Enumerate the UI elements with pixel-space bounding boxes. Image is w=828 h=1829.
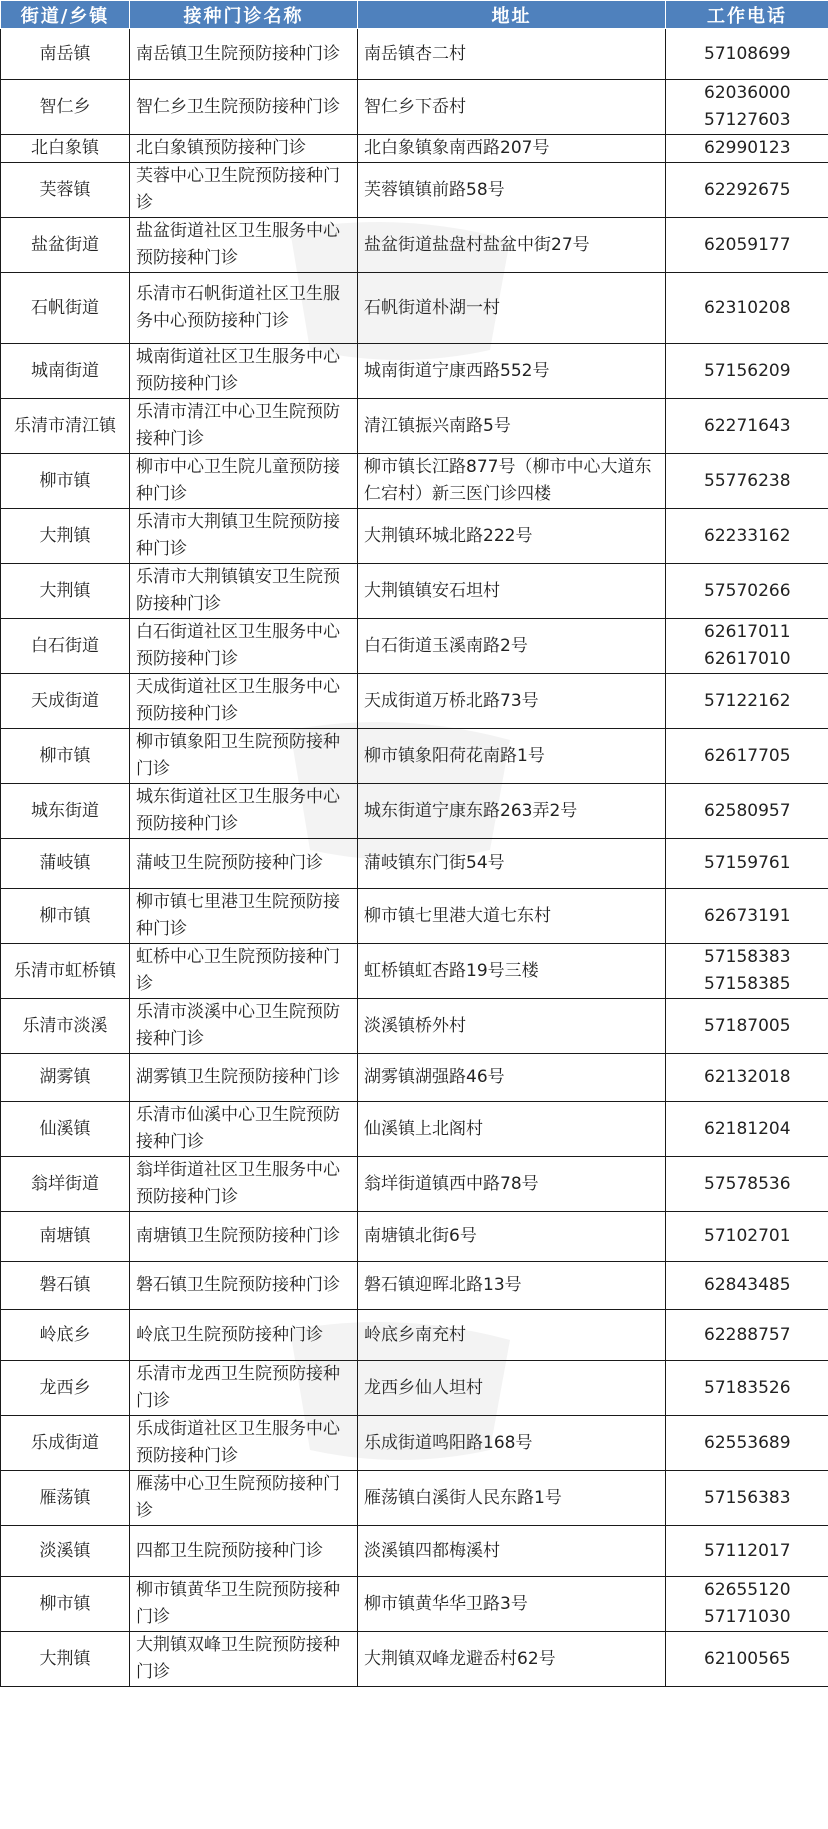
phone-number: 57156383 (704, 1487, 791, 1508)
cell-town: 柳市镇 (1, 729, 130, 784)
cell-address: 湖雾镇湖强路46号 (358, 1054, 666, 1102)
phone-number: 57158385 (704, 974, 791, 994)
cell-clinic: 雁荡中心卫生院预防接种门诊 (130, 1471, 358, 1526)
cell-phone (666, 1212, 828, 1262)
cell-address: 城南街道宁康西路552号 (358, 344, 666, 399)
cell-town: 南岳镇 (1, 29, 130, 80)
phone-number: 62655120 (704, 1580, 791, 1600)
phone-number: 62036000 (704, 83, 791, 103)
cell-address: 大荆镇环城北路222号 (358, 509, 666, 564)
table-row (1, 999, 828, 1054)
cell-clinic: 乐清市淡溪中心卫生院预防接种门诊 (130, 999, 358, 1054)
phone-number: 57122162 (704, 690, 791, 711)
cell-clinic: 南岳镇卫生院预防接种门诊 (130, 29, 358, 80)
cell-address: 南塘镇北街6号 (358, 1212, 666, 1262)
phone-number: 57187005 (704, 1015, 791, 1036)
header-phone: 工作电话 (666, 1, 828, 29)
cell-address: 雁荡镇白溪街人民东路1号 (358, 1471, 666, 1526)
cell-clinic: 乐成街道社区卫生服务中心预防接种门诊 (130, 1416, 358, 1471)
cell-address: 芙蓉镇镇前路58号 (358, 163, 666, 218)
table-row (1, 218, 828, 273)
table-row (1, 273, 828, 344)
cell-phone (666, 1361, 828, 1416)
table-row (1, 1157, 828, 1212)
cell-phone (666, 344, 828, 399)
phone-number: 57578536 (704, 1173, 791, 1194)
cell-clinic: 柳市中心卫生院儿童预防接种门诊 (130, 454, 358, 509)
table-row (1, 729, 828, 784)
table-row (1, 344, 828, 399)
phone-number: 62271643 (704, 415, 791, 436)
table-row (1, 674, 828, 729)
cell-phone (666, 509, 828, 564)
cell-phone (666, 273, 828, 344)
cell-address: 仙溪镇上北阁村 (358, 1102, 666, 1157)
cell-clinic: 乐清市龙西卫生院预防接种门诊 (130, 1361, 358, 1416)
cell-phone (666, 1632, 828, 1687)
table-row (1, 944, 828, 999)
cell-address: 柳市镇长江路877号（柳市中心大道东仁宕村）新三医门诊四楼 (358, 454, 666, 509)
cell-clinic: 翁垟街道社区卫生服务中心预防接种门诊 (130, 1157, 358, 1212)
table-row (1, 1054, 828, 1102)
table-row (1, 80, 828, 135)
cell-town: 石帆街道 (1, 273, 130, 344)
cell-phone (666, 674, 828, 729)
table-row (1, 163, 828, 218)
phone-number: 62617011 (704, 622, 791, 642)
cell-phone (666, 839, 828, 889)
phone-number: 62843485 (704, 1275, 791, 1295)
cell-town: 乐清市虹桥镇 (1, 944, 130, 999)
cell-phone (666, 163, 828, 218)
cell-address: 柳市镇象阳荷花南路1号 (358, 729, 666, 784)
table-row (1, 399, 828, 454)
cell-address: 石帆街道朴湖一村 (358, 273, 666, 344)
cell-clinic: 南塘镇卫生院预防接种门诊 (130, 1212, 358, 1262)
header-address: 地址 (358, 1, 666, 29)
cell-town: 智仁乡 (1, 80, 130, 135)
phone-number: 62132018 (704, 1067, 791, 1087)
table-row (1, 839, 828, 889)
table-row (1, 29, 828, 80)
cell-address: 南岳镇杏二村 (358, 29, 666, 80)
cell-clinic: 柳市镇七里港卫生院预防接种门诊 (130, 889, 358, 944)
cell-phone (666, 1416, 828, 1471)
cell-town: 蒲岐镇 (1, 839, 130, 889)
cell-town: 柳市镇 (1, 454, 130, 509)
cell-phone (666, 784, 828, 839)
cell-clinic: 城东街道社区卫生服务中心预防接种门诊 (130, 784, 358, 839)
cell-town: 乐清市淡溪 (1, 999, 130, 1054)
cell-clinic: 天成街道社区卫生服务中心预防接种门诊 (130, 674, 358, 729)
phone-number: 62292675 (704, 179, 791, 200)
cell-clinic: 盐盆街道社区卫生服务中心预防接种门诊 (130, 218, 358, 273)
cell-town: 城南街道 (1, 344, 130, 399)
cell-address: 大荆镇镇安石坦村 (358, 564, 666, 619)
cell-address: 淡溪镇桥外村 (358, 999, 666, 1054)
phone-number: 62288757 (704, 1324, 791, 1345)
cell-address: 岭底乡南充村 (358, 1310, 666, 1361)
phone-number: 62100565 (704, 1648, 791, 1669)
cell-clinic: 磐石镇卫生院预防接种门诊 (130, 1262, 358, 1310)
cell-phone (666, 729, 828, 784)
cell-town: 乐成街道 (1, 1416, 130, 1471)
table-row (1, 1361, 828, 1416)
cell-town: 天成街道 (1, 674, 130, 729)
phone-number: 62990123 (704, 138, 791, 158)
cell-town: 芙蓉镇 (1, 163, 130, 218)
cell-address: 乐成街道鸣阳路168号 (358, 1416, 666, 1471)
cell-clinic: 柳市镇象阳卫生院预防接种门诊 (130, 729, 358, 784)
cell-phone (666, 80, 828, 135)
table-row (1, 1526, 828, 1577)
cell-clinic: 岭底卫生院预防接种门诊 (130, 1310, 358, 1361)
cell-address: 盐盆街道盐盘村盐盆中街27号 (358, 218, 666, 273)
cell-phone (666, 1157, 828, 1212)
table-row (1, 1632, 828, 1687)
cell-town: 柳市镇 (1, 1577, 130, 1632)
cell-clinic: 虹桥中心卫生院预防接种门诊 (130, 944, 358, 999)
cell-town: 北白象镇 (1, 135, 130, 163)
cell-town: 城东街道 (1, 784, 130, 839)
cell-clinic: 湖雾镇卫生院预防接种门诊 (130, 1054, 358, 1102)
cell-address: 清江镇振兴南路5号 (358, 399, 666, 454)
table-row (1, 1212, 828, 1262)
cell-town: 龙西乡 (1, 1361, 130, 1416)
cell-address: 翁垟街道镇西中路78号 (358, 1157, 666, 1212)
phone-number: 62580957 (704, 800, 791, 821)
table-header-row (1, 1, 828, 29)
cell-town: 仙溪镇 (1, 1102, 130, 1157)
table-row (1, 135, 828, 163)
cell-address: 柳市镇黄华华卫路3号 (358, 1577, 666, 1632)
cell-address: 淡溪镇四都梅溪村 (358, 1526, 666, 1577)
phone-number: 57159761 (704, 853, 791, 873)
phone-number: 57156209 (704, 360, 791, 381)
cell-clinic: 智仁乡卫生院预防接种门诊 (130, 80, 358, 135)
cell-phone (666, 1471, 828, 1526)
cell-phone (666, 399, 828, 454)
phone-number: 62673191 (704, 905, 791, 926)
cell-phone (666, 454, 828, 509)
cell-address: 智仁乡下岙村 (358, 80, 666, 135)
cell-address: 虹桥镇虹杏路19号三楼 (358, 944, 666, 999)
cell-phone (666, 1102, 828, 1157)
table-row (1, 1262, 828, 1310)
phone-number: 62059177 (704, 234, 791, 255)
phone-number: 57127603 (704, 110, 791, 130)
cell-town: 盐盆街道 (1, 218, 130, 273)
cell-phone (666, 889, 828, 944)
phone-number: 57171030 (704, 1607, 791, 1627)
table-row (1, 1471, 828, 1526)
cell-town: 磐石镇 (1, 1262, 130, 1310)
cell-phone (666, 1577, 828, 1632)
cell-town: 白石街道 (1, 619, 130, 674)
cell-address: 磐石镇迎晖北路13号 (358, 1262, 666, 1310)
cell-clinic: 蒲岐卫生院预防接种门诊 (130, 839, 358, 889)
cell-phone (666, 944, 828, 999)
table-row (1, 564, 828, 619)
cell-address: 城东街道宁康东路263弄2号 (358, 784, 666, 839)
cell-town: 湖雾镇 (1, 1054, 130, 1102)
cell-phone (666, 1262, 828, 1310)
table-row (1, 454, 828, 509)
cell-clinic: 柳市镇黄华卫生院预防接种门诊 (130, 1577, 358, 1632)
cell-phone (666, 564, 828, 619)
cell-clinic: 大荆镇双峰卫生院预防接种门诊 (130, 1632, 358, 1687)
phone-number: 57183526 (704, 1377, 791, 1398)
cell-address: 蒲岐镇东门街54号 (358, 839, 666, 889)
cell-clinic: 乐清市清江中心卫生院预防接种门诊 (130, 399, 358, 454)
cell-town: 柳市镇 (1, 889, 130, 944)
cell-clinic: 乐清市大荆镇卫生院预防接种门诊 (130, 509, 358, 564)
header-clinic: 接种门诊名称 (130, 1, 358, 29)
cell-clinic: 乐清市仙溪中心卫生院预防接种门诊 (130, 1102, 358, 1157)
header-town: 街道/乡镇 (1, 1, 130, 29)
phone-number: 62310208 (704, 297, 791, 318)
phone-number: 57570266 (704, 580, 791, 601)
cell-town: 南塘镇 (1, 1212, 130, 1262)
phone-number: 62617010 (704, 649, 791, 669)
cell-address: 天成街道万桥北路73号 (358, 674, 666, 729)
phone-number: 62553689 (704, 1432, 791, 1453)
cell-clinic: 乐清市大荆镇镇安卫生院预防接种门诊 (130, 564, 358, 619)
phone-number: 62181204 (704, 1118, 791, 1139)
phone-number: 62233162 (704, 525, 791, 546)
cell-town: 乐清市清江镇 (1, 399, 130, 454)
table-row (1, 1310, 828, 1361)
cell-clinic: 白石街道社区卫生服务中心预防接种门诊 (130, 619, 358, 674)
cell-address: 白石街道玉溪南路2号 (358, 619, 666, 674)
cell-phone (666, 999, 828, 1054)
phone-number: 55776238 (704, 470, 791, 491)
table-row (1, 1102, 828, 1157)
table-row (1, 889, 828, 944)
cell-clinic: 乐清市石帆街道社区卫生服务中心预防接种门诊 (130, 273, 358, 344)
table-row (1, 1416, 828, 1471)
cell-address: 大荆镇双峰龙避岙村62号 (358, 1632, 666, 1687)
phone-number: 62617705 (704, 745, 791, 766)
cell-town: 大荆镇 (1, 564, 130, 619)
cell-clinic: 北白象镇预防接种门诊 (130, 135, 358, 163)
cell-clinic: 芙蓉中心卫生院预防接种门诊 (130, 163, 358, 218)
table-row (1, 784, 828, 839)
cell-town: 大荆镇 (1, 509, 130, 564)
cell-phone (666, 619, 828, 674)
cell-address: 柳市镇七里港大道七东村 (358, 889, 666, 944)
cell-phone (666, 29, 828, 80)
table-body (1, 29, 828, 1687)
table-row (1, 509, 828, 564)
cell-phone (666, 1310, 828, 1361)
table-row (1, 1577, 828, 1632)
cell-phone (666, 1526, 828, 1577)
cell-phone (666, 1054, 828, 1102)
cell-town: 雁荡镇 (1, 1471, 130, 1526)
phone-number: 57112017 (704, 1540, 791, 1561)
phone-number: 57158383 (704, 947, 791, 967)
cell-address: 北白象镇象南西路207号 (358, 135, 666, 163)
cell-town: 岭底乡 (1, 1310, 130, 1361)
table-row (1, 619, 828, 674)
cell-address: 龙西乡仙人坦村 (358, 1361, 666, 1416)
cell-town: 大荆镇 (1, 1632, 130, 1687)
cell-clinic: 四都卫生院预防接种门诊 (130, 1526, 358, 1577)
cell-town: 淡溪镇 (1, 1526, 130, 1577)
cell-clinic: 城南街道社区卫生服务中心预防接种门诊 (130, 344, 358, 399)
cell-phone (666, 218, 828, 273)
cell-phone (666, 135, 828, 163)
phone-number: 57108699 (704, 43, 791, 64)
phone-number: 57102701 (704, 1226, 791, 1246)
cell-town: 翁垟街道 (1, 1157, 130, 1212)
